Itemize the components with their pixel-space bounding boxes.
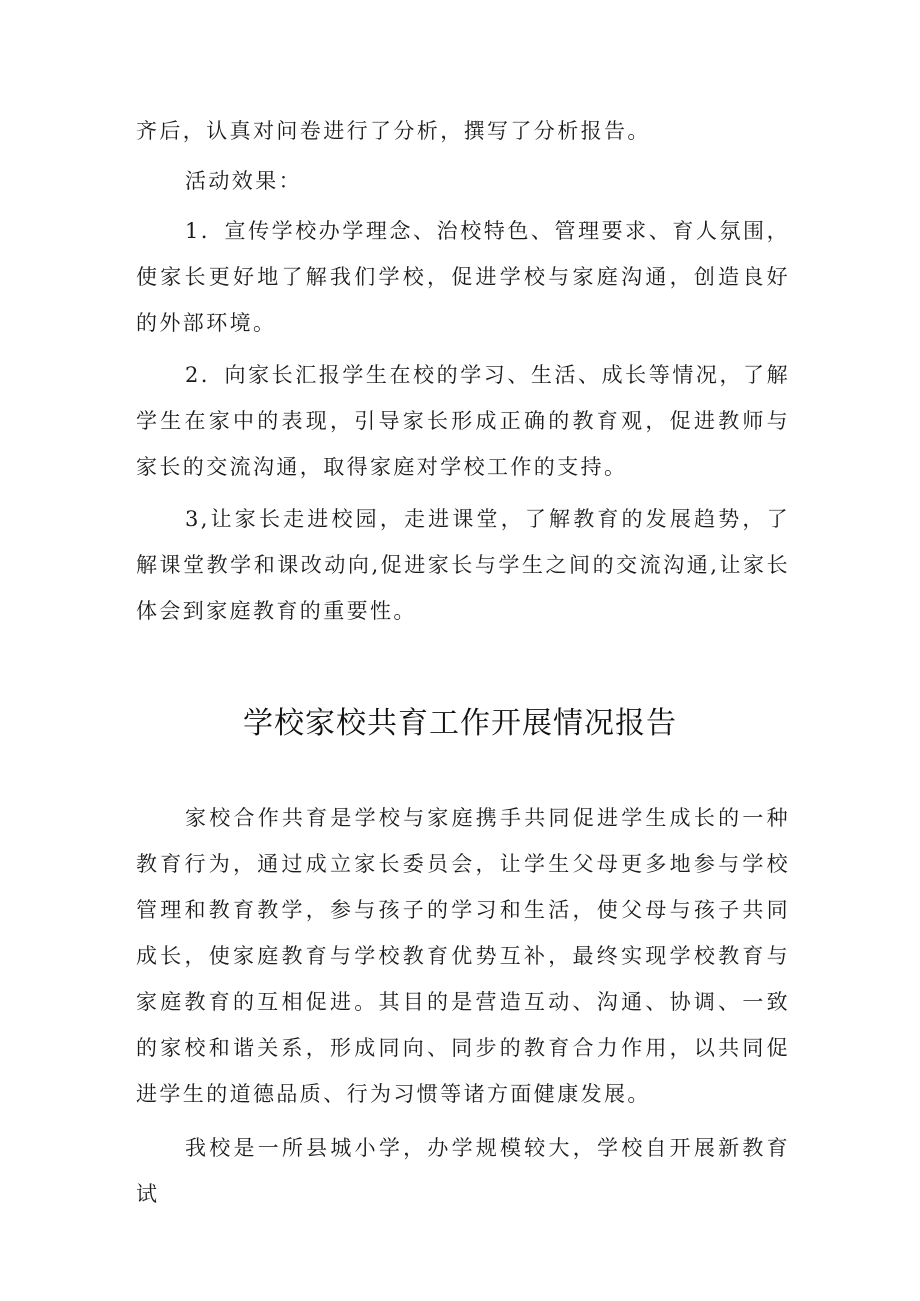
report-paragraph-2: 我校是一所县城小学，办学规模较大，学校自开展新教育试 <box>136 1136 790 1206</box>
effects-heading: 活动效果： <box>185 169 302 193</box>
report-paragraph-1: 家校合作共育是学校与家庭携手共同促进学生成长的一种教育行为，通过成立家长委员会，让学生父母更多地参与学校管理和教育教学，参与孩子的学习和生活，使父母与孩子共同成长，使家庭教育与学校教育优势互补，最终实现学校教育与家庭教育的互相促进。其目的是营造互动、沟通、协调、一致的家校和谐关系，形成同向、同步的教育合力作用，以共同促进学生的道德品质、行为习惯等诸方面健康发展。 <box>136 806 790 1106</box>
effect-item-3: 3,让家长走进校园，走进课堂，了解教育的发展趋势，了解课堂教学和课改动向,促进家长与学生之间的交流沟通,让家长体会到家庭教育的重要性。 <box>136 507 790 623</box>
effect-item-2: 2．向家长汇报学生在校的学习、生活、成长等情况，了解学生在家中的表现，引导家长形成正确的教育观，促进教师与家长的交流沟通，取得家庭对学校工作的支持。 <box>136 363 790 479</box>
paragraph-continuation: 齐后，认真对问卷进行了分析，撰写了分析报告。 <box>136 119 651 143</box>
report-title: 学校家校共育工作开展情况报告 <box>243 706 677 741</box>
effect-item-1: 1．宣传学校办学理念、治校特色、管理要求、育人氛围，使家长更好地了解我们学校，促进学校与家庭沟通，创造良好的外部环境。 <box>136 219 790 335</box>
